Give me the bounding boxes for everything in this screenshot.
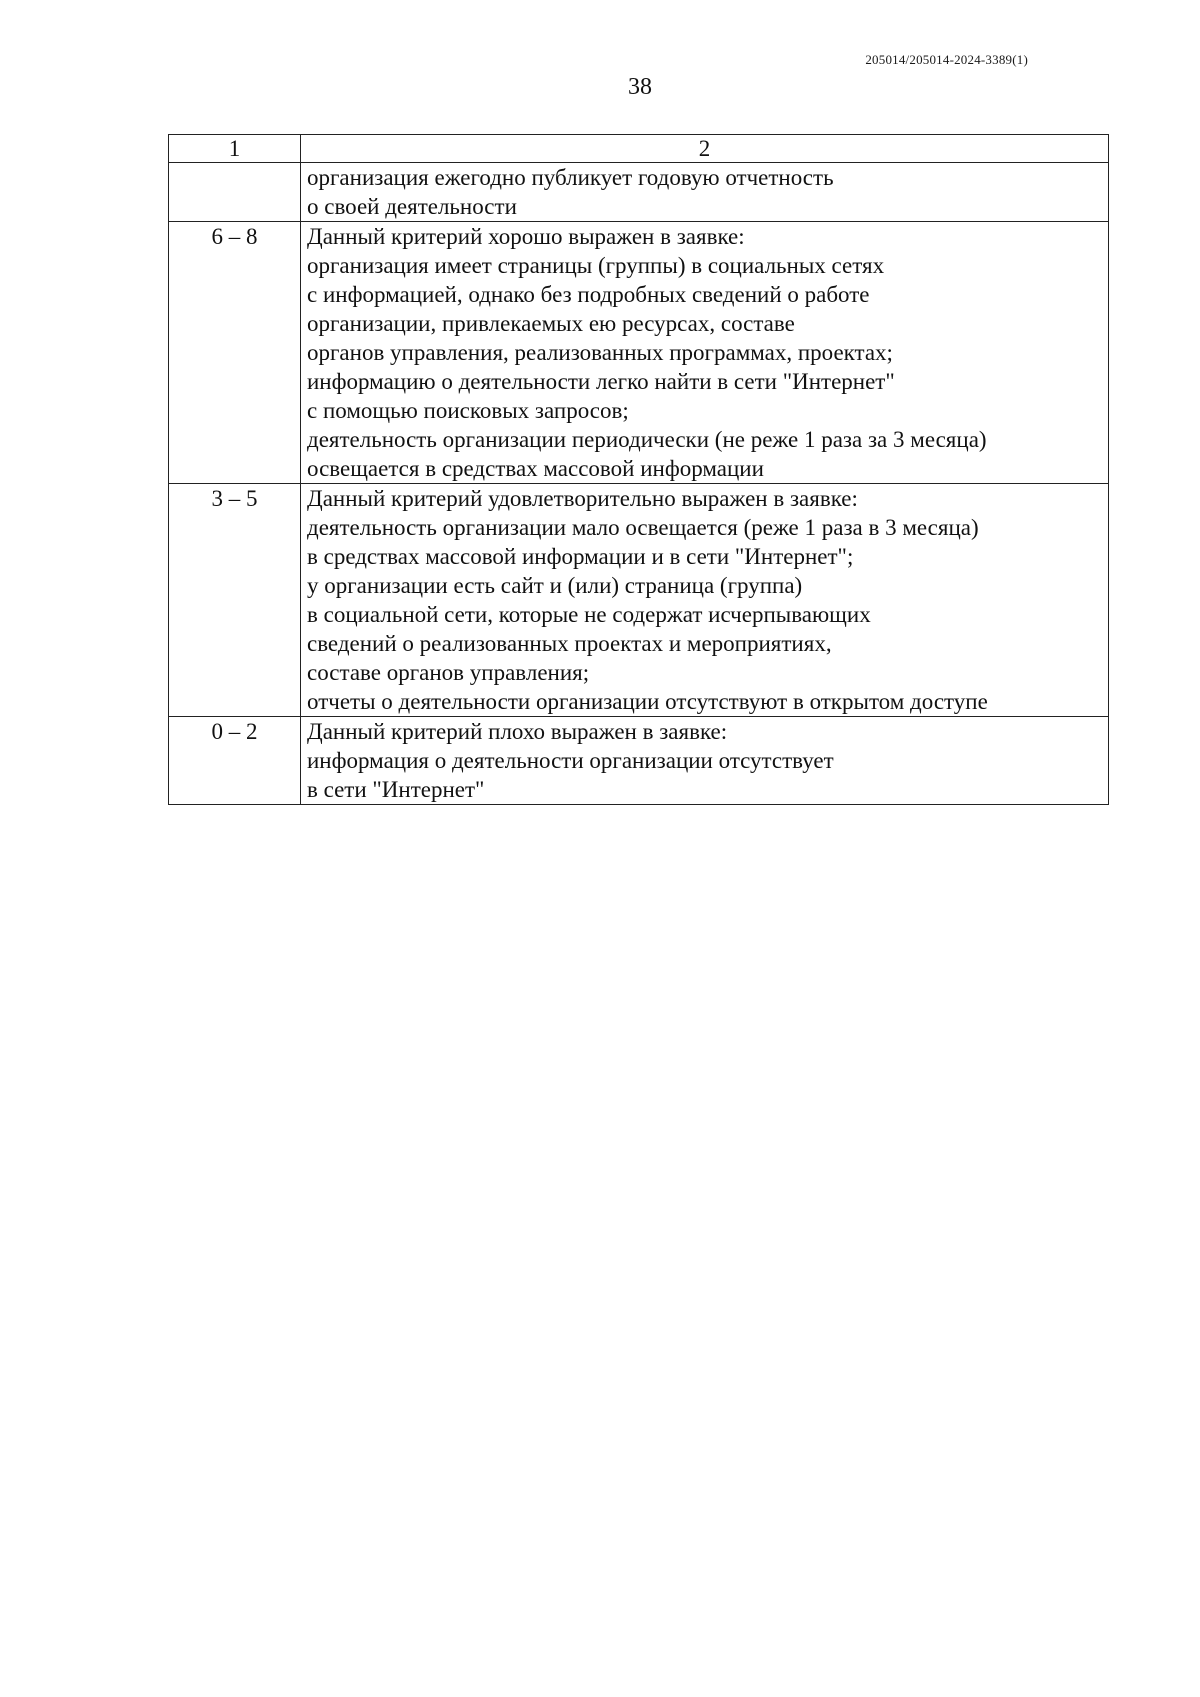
criteria-table <box>168 134 1109 805</box>
description-line: составе органов управления; <box>307 660 590 685</box>
description-line: с информацией, однако без подробных сведений о работе <box>307 282 870 307</box>
description-line: в социальной сети, которые не содержат исчерпывающих <box>307 602 871 627</box>
description-line: Данный критерий удовлетворительно выражен в заявке: <box>307 486 858 511</box>
description-line: органов управления, реализованных программах, проектах; <box>307 340 893 365</box>
description-line: информация о деятельности организации отсутствует <box>307 748 834 773</box>
description-line: организации, привлекаемых ею ресурсах, составе <box>307 311 795 336</box>
document-code: 205014/205014-2024-3389(1) <box>865 52 1028 67</box>
description-line: о своей деятельности <box>307 194 517 219</box>
description-cell <box>301 717 1109 805</box>
description-line: с помощью поисковых запросов; <box>307 398 629 423</box>
column-header-1: 1 <box>169 135 301 163</box>
description-line: у организации есть сайт и (или) страница (группа) <box>307 573 803 598</box>
table-row <box>169 484 1109 717</box>
table-row <box>169 717 1109 805</box>
description-line: организация ежегодно публикует годовую отчетность <box>307 165 834 190</box>
description-line: деятельность организации периодически (не реже 1 раза за 3 месяца) <box>307 427 987 452</box>
table-header-row <box>169 135 1109 163</box>
score-cell: 3 – 5 <box>169 484 301 717</box>
description-line: отчеты о деятельности организации отсутствуют в открытом доступе <box>307 689 988 714</box>
description-line: организация имеет страницы (группы) в социальных сетях <box>307 253 885 278</box>
score-cell <box>169 163 301 222</box>
table-row <box>169 163 1109 222</box>
description-cell <box>301 484 1109 717</box>
description-line: сведений о реализованных проектах и мероприятиях, <box>307 631 832 656</box>
description-line: Данный критерий хорошо выражен в заявке: <box>307 224 745 249</box>
description-cell <box>301 163 1109 222</box>
score-cell: 0 – 2 <box>169 717 301 805</box>
description-line: освещается в средствах массовой информации <box>307 456 764 481</box>
score-cell: 6 – 8 <box>169 222 301 484</box>
description-cell <box>301 222 1109 484</box>
description-line: деятельность организации мало освещается (реже 1 раза в 3 месяца) <box>307 515 979 540</box>
description-line: Данный критерий плохо выражен в заявке: <box>307 719 728 744</box>
column-header-2: 2 <box>301 135 1109 163</box>
table-body <box>169 163 1109 805</box>
description-line: информацию о деятельности легко найти в сети "Интернет" <box>307 369 895 394</box>
table-row <box>169 222 1109 484</box>
description-line: в сети "Интернет" <box>307 777 485 802</box>
description-line: в средствах массовой информации и в сети "Интернет"; <box>307 544 854 569</box>
page-number: 38 <box>628 74 652 100</box>
